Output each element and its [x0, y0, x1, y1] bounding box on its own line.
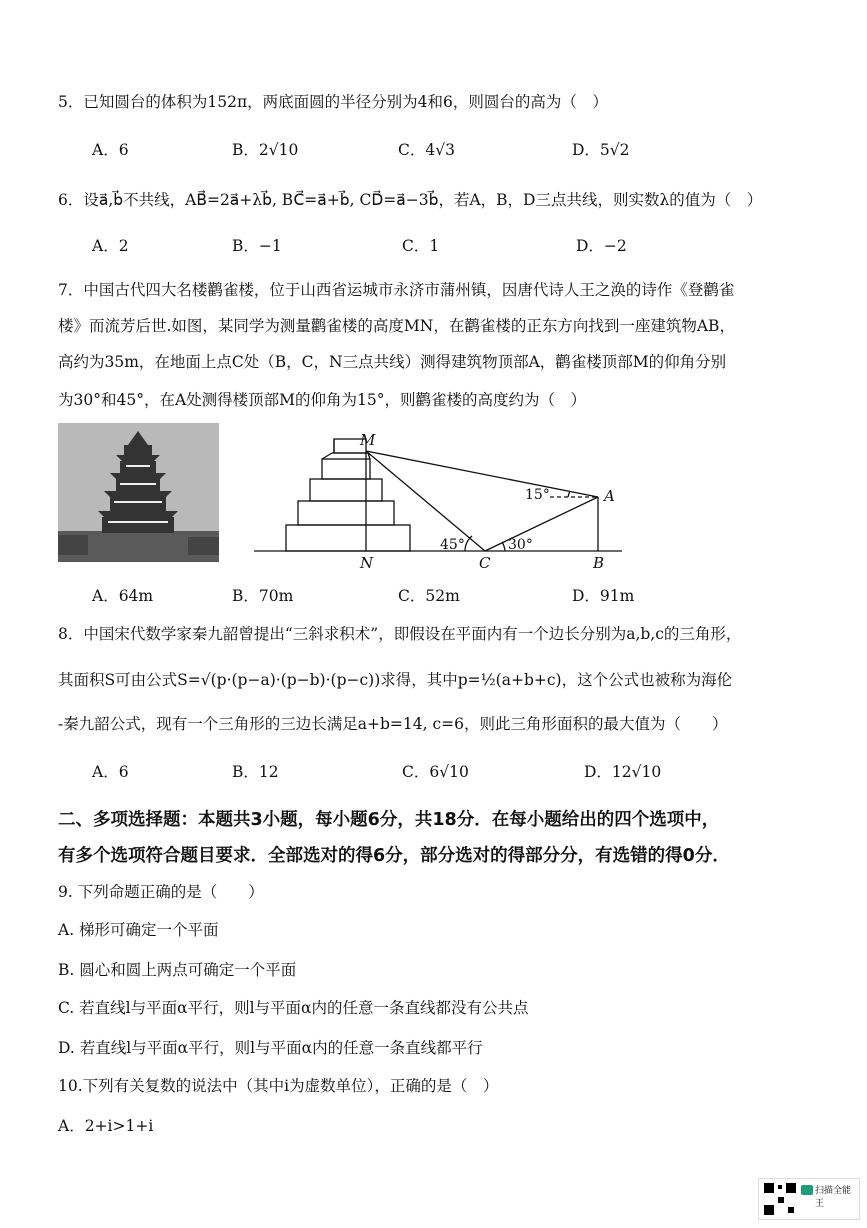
angle-15: 15°	[525, 487, 550, 503]
q7-option-a: A．64m	[92, 587, 154, 605]
q8-option-a: A．6	[92, 763, 129, 781]
q5-option-a: A．6	[92, 141, 129, 159]
q8-line-2: 其面积S可由公式S=√(p·(p−a)·(p−b)·(p−c))求得，其中p=½(a+b+c)，这个公式也被称为海伦	[58, 671, 733, 689]
label-c: C	[479, 554, 491, 572]
q7-line-2: 楼》而流芳后世.如图，某同学为测量鹳雀楼的高度MN，在鹳雀楼的正东方向找到一座建筑物AB，	[58, 317, 735, 335]
label-m: M	[360, 431, 376, 449]
qr-code-icon	[762, 1181, 798, 1217]
section2-line-1: 二、多项选择题：本题共3小题，每小题6分，共18分．在每小题给出的四个选项中，	[58, 810, 720, 830]
q7-line-3: 高约为35m，在地面上点C处（B，C，N三点共线）测得建筑物顶部A，鹳雀楼顶部M的仰角分别	[58, 353, 727, 371]
label-n: N	[360, 554, 374, 572]
scanner-logo-icon	[801, 1185, 813, 1195]
label-a: A	[604, 487, 615, 505]
angle-30: 30°	[508, 537, 533, 553]
q8-line-3: -秦九韶公式，现有一个三角形的三边长满足a+b=14, c=6，则此三角形面积的最大值为（ ）	[58, 715, 728, 733]
q6-option-d: D．−2	[576, 237, 627, 255]
q5-stem: 5．已知圆台的体积为152π，两底面圆的半径分别为4和6，则圆台的高为（ ）	[58, 93, 608, 111]
q8-option-b: B．12	[232, 763, 279, 781]
q7-line-4: 为30°和45°，在A处测得楼顶部M的仰角为15°，则鹳雀楼的高度约为（ ）	[58, 391, 586, 409]
q5-option-c: C．4√3	[398, 141, 455, 159]
q7-figure	[250, 425, 630, 575]
q6-stem: 6．设a⃗,b⃗不共线，AB⃗=2a⃗+λb⃗, BC⃗=a⃗+b⃗, CD⃗=a⃗−3b⃗，若A，B，D三点共线，则实数λ的值为（ ）	[58, 191, 763, 209]
q9-stem: 9. 下列命题正确的是（ ）	[58, 883, 264, 901]
q7-option-b: B．70m	[232, 587, 294, 605]
label-b: B	[593, 554, 605, 572]
q10-stem: 10.下列有关复数的说法中（其中i为虚数单位），正确的是（ ）	[58, 1077, 499, 1095]
section2-line-2: 有多个选项符合题目要求．全部选对的得6分，部分选对的得部分分，有选错的得0分．	[58, 846, 730, 866]
q5-option-d: D．5√2	[572, 141, 630, 159]
q7-option-d: D．91m	[572, 587, 635, 605]
q7-option-c: C．52m	[398, 587, 460, 605]
q9-option-d: D. 若直线l与平面α平行，则l与平面α内的任意一条直线都平行	[58, 1039, 483, 1057]
q10-option-a: A．2+i>1+i	[58, 1117, 154, 1135]
q8-option-c: C．6√10	[402, 763, 469, 781]
q5-option-b: B．2√10	[232, 141, 299, 159]
scanner-badge-text: 扫描全能王	[815, 1186, 852, 1209]
scanner-badge	[758, 1178, 860, 1220]
angle-45: 45°	[440, 537, 465, 553]
tower-photo	[58, 423, 219, 562]
q6-option-b: B．−1	[232, 237, 282, 255]
q9-option-c: C. 若直线l与平面α平行，则l与平面α内的任意一条直线都没有公共点	[58, 999, 529, 1017]
q6-option-a: A．2	[92, 237, 129, 255]
q8-option-d: D．12√10	[584, 763, 662, 781]
q9-option-b: B. 圆心和圆上两点可确定一个平面	[58, 961, 297, 979]
q6-option-c: C．1	[402, 237, 440, 255]
q9-option-a: A. 梯形可确定一个平面	[58, 921, 219, 939]
q7-line-1: 7．中国古代四大名楼鹳雀楼，位于山西省运城市永济市蒲州镇，因唐代诗人王之涣的诗作《登鹳雀	[58, 281, 735, 299]
q8-line-1: 8．中国宋代数学家秦九韶曾提出“三斜求积术”，即假设在平面内有一个边长分别为a,b,c的三角形，	[58, 625, 742, 643]
